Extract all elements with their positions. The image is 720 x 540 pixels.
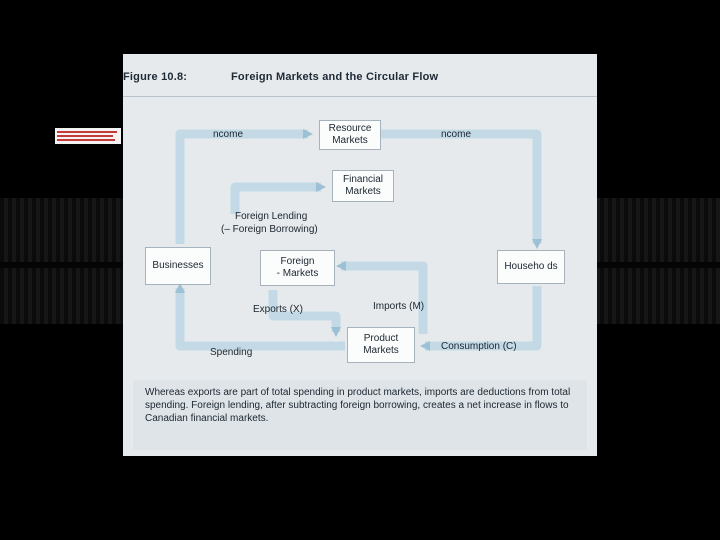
node-businesses: Businesses [145, 247, 211, 285]
arrow-resource-to-households [381, 134, 537, 244]
arrow-imports [341, 266, 423, 334]
node-households: Househo ds [497, 250, 565, 284]
label-foreign-borrowing: (– Foreign Borrowing) [221, 224, 318, 235]
label-foreign-lending: Foreign Lending [235, 211, 308, 222]
label-imports: Imports (M) [373, 301, 425, 312]
node-financial-markets: Financial Markets [332, 170, 394, 202]
node-foreign-markets: Foreign - Markets [260, 250, 335, 286]
label-exports: Exports (X) [253, 304, 304, 315]
label-spending: Spending [210, 347, 253, 358]
label-income-left: ncome [213, 129, 244, 140]
label-consumption: Consumption (C) [441, 341, 517, 352]
figure-title: Foreign Markets and the Circular Flow [231, 71, 439, 83]
red-text-sticker [55, 128, 121, 144]
node-product-markets: Product Markets [347, 327, 415, 363]
label-income-right: ncome [441, 129, 472, 140]
arrow-to-financial [235, 187, 321, 214]
figure-page [123, 54, 597, 456]
node-resource-markets: Resource Markets [319, 120, 381, 150]
arrow-households-to-product [425, 286, 537, 346]
figure-caption: Whereas exports are part of total spending in product markets, imports are deductions from total spending. Foreign lending, after subtracting foreign borrowing, creates a net increase in flows to Canadian financial markets. [133, 380, 587, 450]
figure-number: Figure 10.8: [123, 71, 188, 83]
